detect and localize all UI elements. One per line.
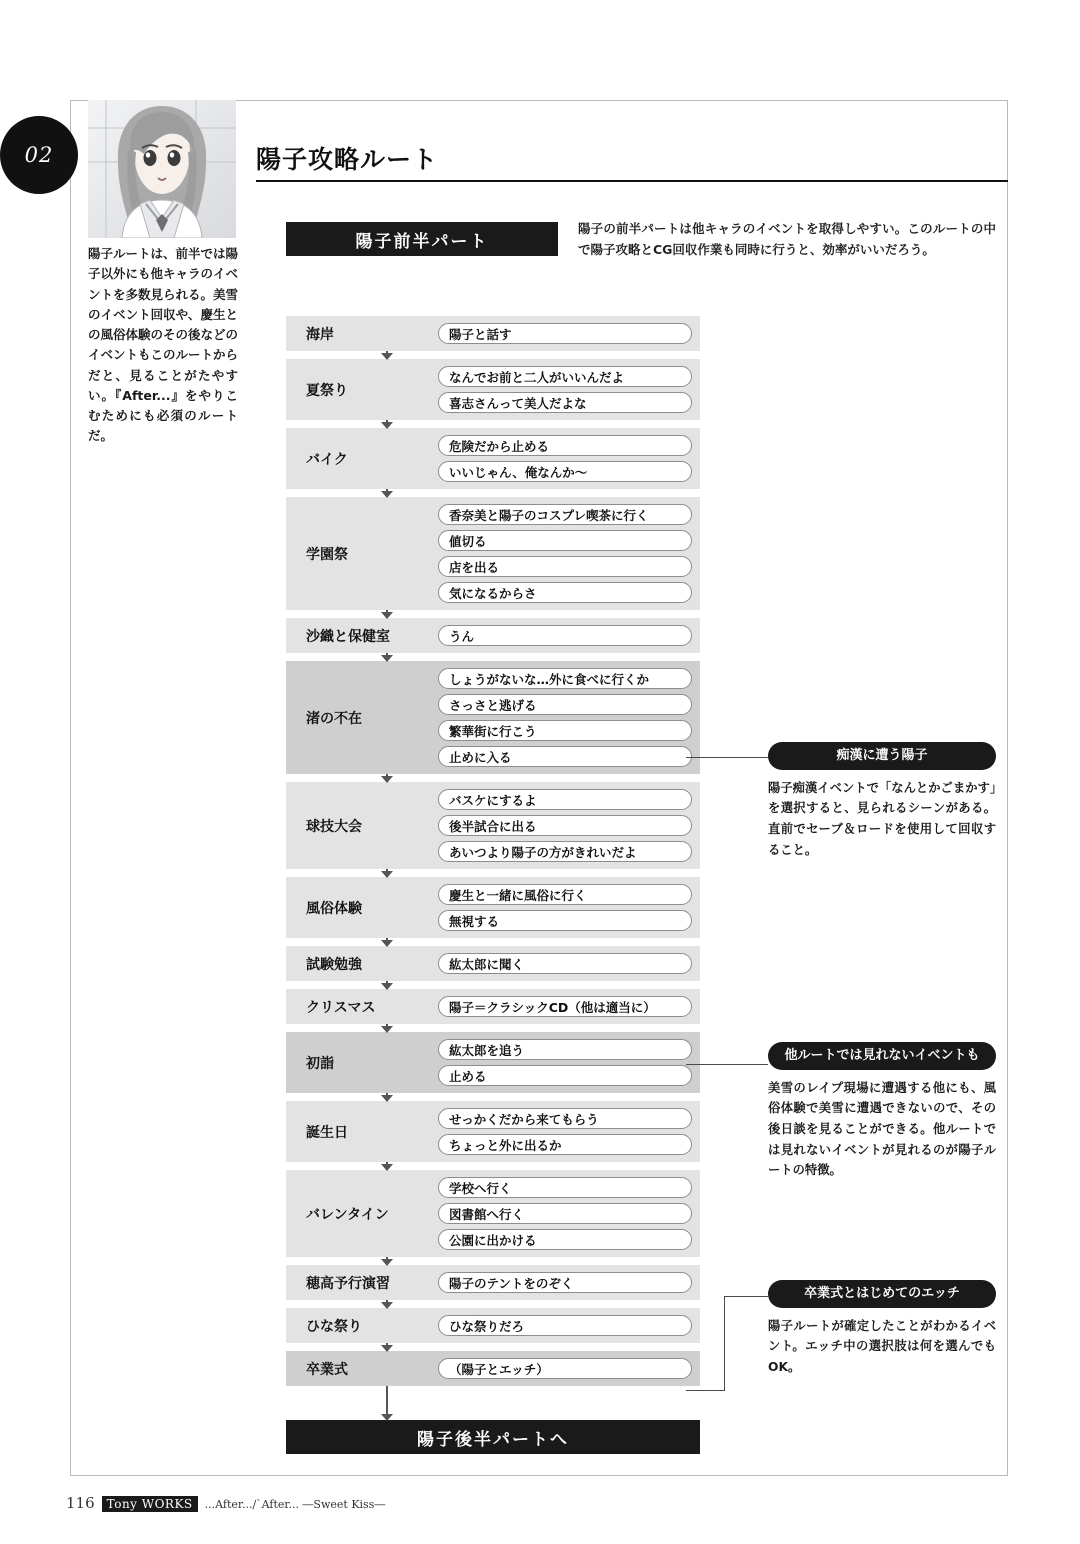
leader-line-1 [686, 757, 768, 758]
flow-row [286, 1170, 700, 1257]
flow-row-choices [438, 668, 700, 767]
flow-arrow-icon [381, 491, 393, 498]
flow-row-choices [438, 1358, 700, 1379]
flow-row-choices [438, 884, 700, 931]
section-description: 陽子の前半パートは他キャラのイベントを取得しやすい。このルートの中で陽子攻略とCG回収作業も同時に行うと、効率がいいだろう。 [578, 221, 996, 258]
section-banner-bottom [286, 1420, 700, 1454]
flow-arrow-icon [381, 871, 393, 878]
flow-row [286, 661, 700, 774]
flow-row [286, 1308, 700, 1343]
choice-option: 止めに入る [438, 746, 692, 767]
leader-line-3a [724, 1296, 768, 1297]
route-flowchart [286, 316, 700, 1394]
choice-option: 学校へ行く [438, 1177, 692, 1198]
callout-title: 卒業式とはじめてのエッチ [768, 1280, 996, 1308]
flow-row-choices [438, 1039, 700, 1086]
flow-row-label: 渚の不在 [306, 710, 362, 727]
chapter-number-badge [0, 116, 78, 194]
title-divider [256, 180, 1008, 182]
choice-option: 店を出る [438, 556, 692, 577]
callout-body: 陽子痴漢イベントで「なんとかごまかす」を選択すると、見られるシーンがある。直前でセーブ＆ロードを使用して回収すること。 [768, 780, 996, 857]
flow-row-choices [438, 1108, 700, 1155]
choice-option: 気になるからさ [438, 582, 692, 603]
callout-body: 陽子ルートが確定したことがわかるイベント。エッチ中の選択肢は何を選んでもOK。 [768, 1318, 996, 1374]
flow-row [286, 989, 700, 1024]
choice-option: 無視する [438, 910, 692, 931]
flow-row-label: 学園祭 [306, 546, 348, 563]
choice-option: 図書館へ行く [438, 1203, 692, 1224]
choice-option: ちょっと外に出るか [438, 1134, 692, 1155]
flow-row-label: バレンタイン [306, 1206, 389, 1223]
flow-arrow-icon [381, 353, 393, 360]
flow-row-label: バイク [306, 451, 348, 468]
flow-row [286, 782, 700, 869]
flow-row [286, 497, 700, 610]
flow-row-choices [438, 1315, 700, 1336]
flow-arrow-icon [381, 1302, 393, 1309]
flow-arrow-icon [381, 1259, 393, 1266]
flow-arrow-icon [381, 776, 393, 783]
route-intro-text: 陽子ルートは、前半では陽子以外にも他キャラのイベントを多数見られる。美雪のイベント回収や、慶生との風俗体験のその後などのイベントもこのルートからだと、見ることがたやすい。『After...』をやりこむためにも必須のルートだ。 [88, 246, 239, 444]
flow-row-label: 誕生日 [306, 1124, 348, 1141]
flow-arrow-icon [381, 1345, 393, 1352]
flow-row-label: 試験勉強 [306, 956, 362, 973]
flow-row [286, 1265, 700, 1300]
choice-option: 後半試合に出る [438, 815, 692, 836]
choice-option: バスケにするよ [438, 789, 692, 810]
flow-row [286, 1032, 700, 1093]
flow-arrow-icon [381, 612, 393, 619]
callout-title: 他ルートでは見れないイベントも [768, 1042, 996, 1070]
choice-option: 香奈美と陽子のコスプレ喫茶に行く [438, 504, 692, 525]
flow-row-choices [438, 1177, 700, 1250]
choice-option: せっかくだから来てもらう [438, 1108, 692, 1129]
flow-row-label: 球技大会 [306, 818, 362, 835]
book-subtitle: ...After.../`After... ―Sweet Kiss― [204, 1498, 386, 1511]
flow-row [286, 1351, 700, 1386]
flow-row-label: 初詣 [306, 1055, 334, 1072]
choice-option: なんでお前と二人がいいんだよ [438, 366, 692, 387]
flow-arrow-icon [381, 983, 393, 990]
flow-row-choices [438, 366, 700, 413]
choice-option: 紘太郎を追う [438, 1039, 692, 1060]
callout-chikan [768, 742, 996, 860]
flow-row-label: 夏祭り [306, 382, 348, 399]
flow-row-choices [438, 789, 700, 862]
flow-row [286, 618, 700, 653]
flow-row [286, 428, 700, 489]
flow-row-label: 風俗体験 [306, 900, 362, 917]
page-footer [66, 1494, 385, 1512]
flow-row-choices [438, 1272, 700, 1293]
flow-arrow-icon [381, 1164, 393, 1171]
flow-row-label: 沙織と保健室 [306, 628, 390, 645]
choice-option: うん [438, 625, 692, 646]
flow-row-choices [438, 953, 700, 974]
choice-option: 紘太郎に聞く [438, 953, 692, 974]
flow-row-label: クリスマス [306, 999, 376, 1016]
callout-other-route [768, 1042, 996, 1181]
flow-arrow-icon [381, 940, 393, 947]
choice-option: あいつより陽子の方がきれいだよ [438, 841, 692, 862]
choice-option: 陽子＝クラシックCD（他は適当に） [438, 996, 692, 1017]
page-number: 116 [66, 1494, 95, 1512]
flow-row-label: 卒業式 [306, 1361, 348, 1378]
choice-option: 陽子と話す [438, 323, 692, 344]
character-portrait [88, 100, 236, 238]
flow-row-label: 海岸 [306, 326, 334, 343]
flow-row [286, 946, 700, 981]
flow-arrow-icon [381, 422, 393, 429]
flow-row-choices [438, 323, 700, 344]
flow-row [286, 1101, 700, 1162]
flow-row-label: ひな祭り [306, 1318, 362, 1335]
flow-row-choices [438, 625, 700, 646]
flow-arrow-icon [381, 1414, 393, 1421]
choice-option: （陽子とエッチ） [438, 1358, 692, 1379]
choice-option: いいじゃん、俺なんか～ [438, 461, 692, 482]
flow-row [286, 316, 700, 351]
leader-line-2 [686, 1064, 768, 1065]
chapter-number: 02 [24, 143, 54, 167]
choice-option: 陽子のテントをのぞく [438, 1272, 692, 1293]
choice-option: 危険だから止める [438, 435, 692, 456]
leader-line-3c [686, 1390, 725, 1391]
section-banner-top [286, 222, 558, 256]
flow-connector [386, 1386, 388, 1415]
callout-body: 美雪のレイプ現場に遭遇する他にも、風俗体験で美雪に遭遇できないので、その後日談を見ることができる。他ルートでは見れないイベントが見れるのが陽子ルートの特徴。 [768, 1080, 996, 1178]
choice-option: 喜志さんって美人だよな [438, 392, 692, 413]
brand-label: Tony WORKS [102, 1496, 198, 1512]
choice-option: 慶生と一緒に風俗に行く [438, 884, 692, 905]
choice-option: 繁華街に行こう [438, 720, 692, 741]
choice-option: さっさと逃げる [438, 694, 692, 715]
callout-title: 痴漢に遭う陽子 [768, 742, 996, 770]
page-title: 陽子攻略ルート [256, 145, 439, 174]
callout-graduation [768, 1280, 996, 1378]
choice-option: ひな祭りだろ [438, 1315, 692, 1336]
flow-row-label: 穂高予行演習 [306, 1275, 390, 1292]
choice-option: 値切る [438, 530, 692, 551]
flow-row-choices [438, 996, 700, 1017]
flow-row [286, 877, 700, 938]
choice-option: 止める [438, 1065, 692, 1086]
flow-arrow-icon [381, 1095, 393, 1102]
section-banner-top-label: 陽子前半パート [355, 231, 489, 252]
choice-option: しょうがないな…外に食べに行くか [438, 668, 692, 689]
flow-row-choices [438, 435, 700, 482]
choice-option: 公園に出かける [438, 1229, 692, 1250]
leader-line-3b [724, 1296, 725, 1390]
flow-arrow-icon [381, 1026, 393, 1033]
section-banner-bottom-label: 陽子後半パートへ [417, 1429, 569, 1450]
flow-row-choices [438, 504, 700, 603]
flow-row [286, 359, 700, 420]
flow-arrow-icon [381, 655, 393, 662]
